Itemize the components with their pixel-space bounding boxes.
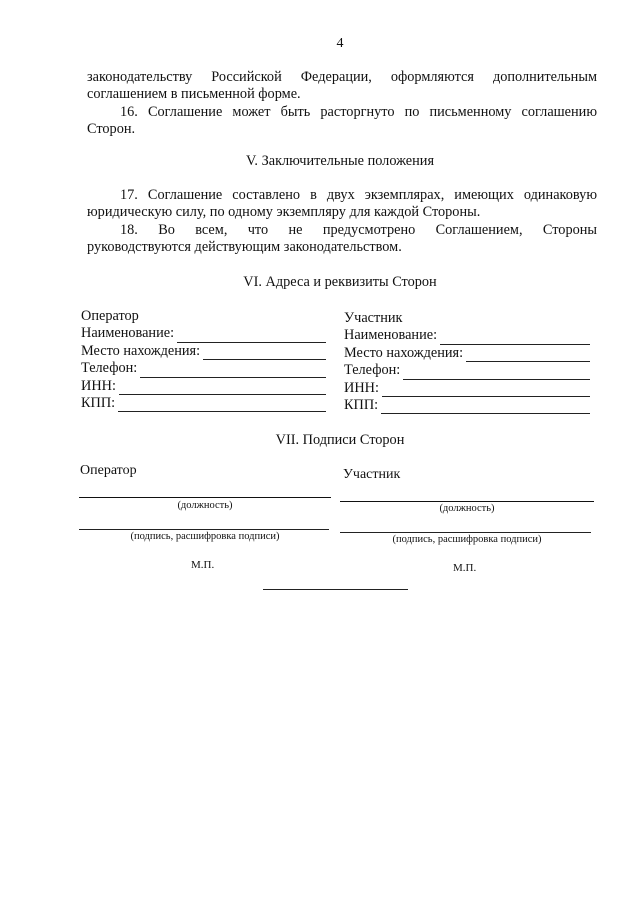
operator-signature-caption: (подпись, расшифровка подписи) (130, 531, 280, 542)
participant-details (344, 310, 590, 414)
participant-stamp-label: М.П. (453, 562, 477, 574)
paragraph-line: Сторон. (87, 121, 136, 137)
participant-location-row (344, 345, 590, 362)
participant-signature-label: Участник (343, 467, 401, 482)
end-separator-line (263, 589, 408, 590)
field-label: Наименование: (81, 325, 175, 342)
paragraph-line: руководствуются действующим законодательством. (87, 239, 402, 255)
section-5-heading: V. Заключительные положения (245, 153, 435, 169)
inn-blank (382, 384, 590, 397)
phone-blank (403, 367, 590, 380)
operator-kpp-row (81, 395, 326, 412)
operator-stamp-label: М.П. (191, 559, 215, 571)
participant-title: Участник (344, 310, 403, 326)
clause-18 (87, 222, 597, 256)
field-label: КПП: (344, 397, 379, 414)
operator-location-row (81, 343, 326, 360)
operator-position-caption: (должность) (177, 500, 233, 511)
page-number: 4 (336, 36, 344, 51)
participant-signature-line (340, 532, 591, 533)
paragraph-line: 18. Во всем, что не предусмотрено Соглашением, Стороны (120, 222, 597, 238)
kpp-blank (381, 401, 590, 414)
participant-signature-caption: (подпись, расшифровка подписи) (392, 534, 542, 545)
field-label: ИНН: (81, 377, 116, 394)
field-label: Место нахождения: (81, 342, 201, 359)
field-label: Наименование: (344, 327, 438, 344)
field-label: ИНН: (344, 379, 379, 396)
participant-kpp-row (344, 397, 590, 414)
section-6-heading: VI. Адреса и реквизиты Сторон (243, 274, 437, 290)
section-7-heading: VII. Подписи Сторон (275, 432, 405, 448)
name-blank (440, 332, 590, 345)
clause-16 (87, 104, 597, 138)
operator-phone-row (81, 360, 326, 377)
operator-signature-label: Оператор (80, 463, 137, 478)
field-label: Место нахождения: (344, 344, 464, 361)
intro-paragraph (87, 69, 597, 103)
operator-details (81, 308, 326, 412)
paragraph-line: 17. Соглашение составлено в двух экземплярах, имеющих одинаковую (120, 187, 597, 203)
participant-position-line (340, 501, 594, 502)
participant-phone-row (344, 362, 590, 379)
operator-name-row (81, 325, 326, 342)
field-label: Телефон: (81, 360, 138, 377)
location-blank (466, 349, 590, 362)
kpp-blank (118, 399, 326, 412)
operator-position-line (79, 497, 331, 498)
operator-signature-line (79, 529, 329, 530)
field-label: Телефон: (344, 362, 401, 379)
field-label: КПП: (81, 395, 116, 412)
paragraph-line: соглашением в письменной форме. (87, 86, 301, 102)
paragraph-line: 16. Соглашение может быть расторгнуто по письменному соглашению (120, 104, 597, 120)
operator-title: Оператор (81, 308, 139, 324)
inn-blank (119, 382, 326, 395)
participant-name-row (344, 327, 590, 344)
paragraph-line: законодательству Российской Федерации, оформляются дополнительным (87, 69, 597, 85)
participant-inn-row (344, 380, 590, 397)
operator-inn-row (81, 378, 326, 395)
participant-position-caption: (должность) (439, 503, 495, 514)
paragraph-line: юридическую силу, по одному экземпляру для каждой Стороны. (87, 204, 481, 220)
location-blank (203, 347, 326, 360)
name-blank (177, 330, 326, 343)
clause-17 (87, 187, 597, 221)
phone-blank (140, 365, 326, 378)
